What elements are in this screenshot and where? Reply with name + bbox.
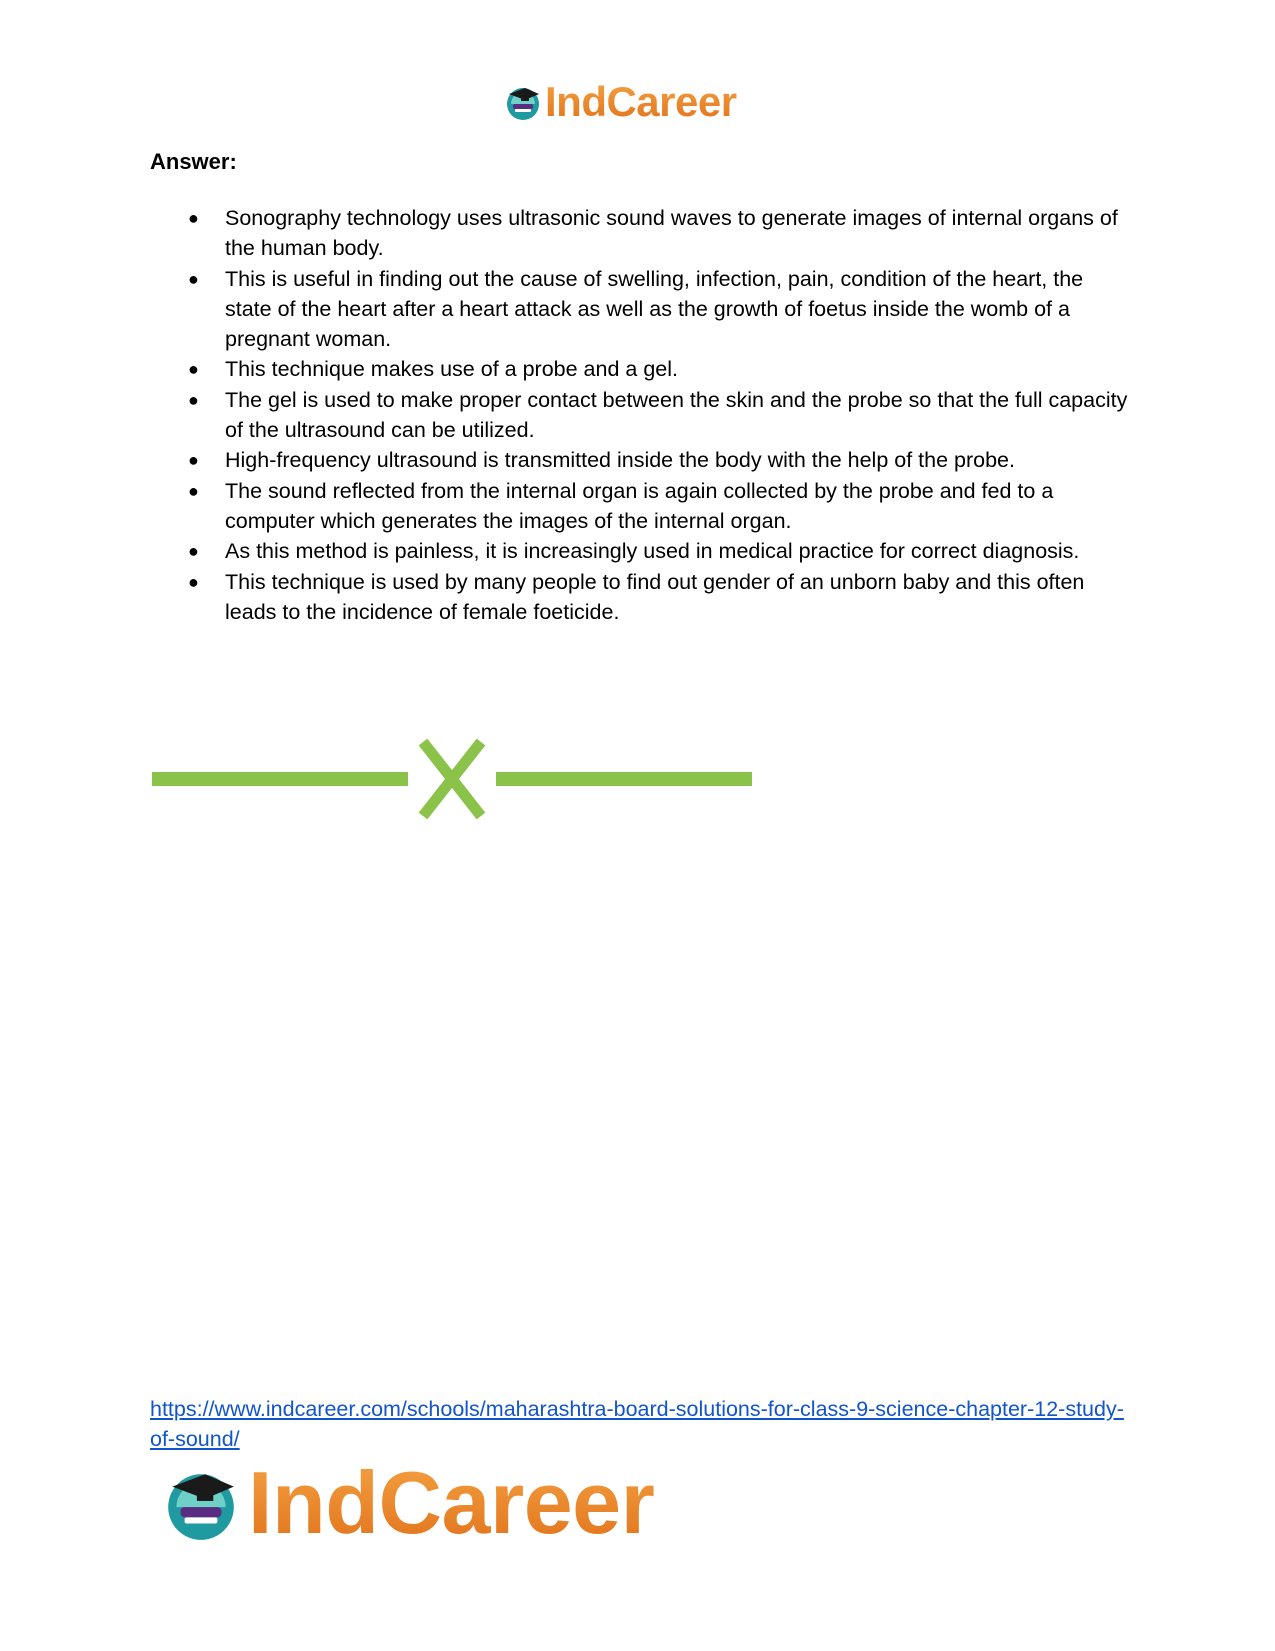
list-item-text: The sound reflected from the internal organ is again collected by the probe and fed to a computer which generates the images of the internal organ.	[225, 478, 1054, 533]
list-item	[150, 445, 1130, 475]
list-item-text: This is useful in finding out the cause of swelling, infection, pain, condition of the heart, the state of the heart after a heart attack as well as the growth of foetus inside the womb of a pregnant woman.	[225, 266, 1084, 352]
source-url-link[interactable]: https://www.indcareer.com/schools/maharashtra-board-solutions-for-class-9-science-chapter-12-study-of-sound/	[150, 1397, 1124, 1451]
section-divider	[152, 738, 758, 820]
list-item	[150, 476, 1130, 537]
header-logo-text: IndCareer	[545, 78, 737, 125]
bullet-icon: ●	[188, 571, 199, 592]
list-item-text: This technique is used by many people to find out gender of an unborn baby and this often leads to the incidence of female foeticide.	[225, 569, 1085, 624]
list-item-text: The gel is used to make proper contact between the skin and the probe so that the full capacity of the ultrasound can be utilized.	[225, 387, 1128, 443]
header-logo	[503, 78, 737, 126]
list-item	[150, 567, 1130, 628]
bullet-icon: ●	[188, 268, 199, 289]
footer-logo-text: IndCareer	[248, 1453, 655, 1552]
answer-bullet-list	[150, 203, 1130, 627]
list-item-text: High-frequency ultrasound is transmitted inside the body with the help of the probe.	[225, 448, 1015, 473]
list-item-text: Sonography technology uses ultrasonic sound waves to generate images of internal organs of the human body.	[225, 206, 1118, 261]
list-item	[150, 203, 1130, 264]
footer-logo	[160, 1453, 655, 1552]
answer-heading: Answer:	[150, 149, 237, 174]
bullet-icon: ●	[188, 450, 199, 471]
bullet-icon: ●	[188, 359, 199, 380]
bullet-icon: ●	[188, 389, 199, 410]
graduation-cap-globe-icon	[160, 1462, 242, 1544]
divider-line-right	[496, 772, 752, 786]
divider-x-icon	[423, 742, 481, 816]
bullet-icon: ●	[188, 541, 199, 562]
divider-line-left	[152, 772, 408, 786]
graduation-cap-globe-icon	[503, 82, 543, 122]
list-item-text: This technique makes use of a probe and a gel.	[225, 357, 678, 382]
bullet-icon: ●	[188, 208, 199, 228]
bullet-icon: ●	[188, 480, 199, 501]
list-item	[150, 264, 1130, 355]
list-item	[150, 354, 1130, 384]
list-item	[150, 536, 1130, 566]
list-item	[150, 385, 1130, 446]
list-item-text: As this method is painless, it is increasingly used in medical practice for correct diagnosis.	[225, 539, 1080, 564]
